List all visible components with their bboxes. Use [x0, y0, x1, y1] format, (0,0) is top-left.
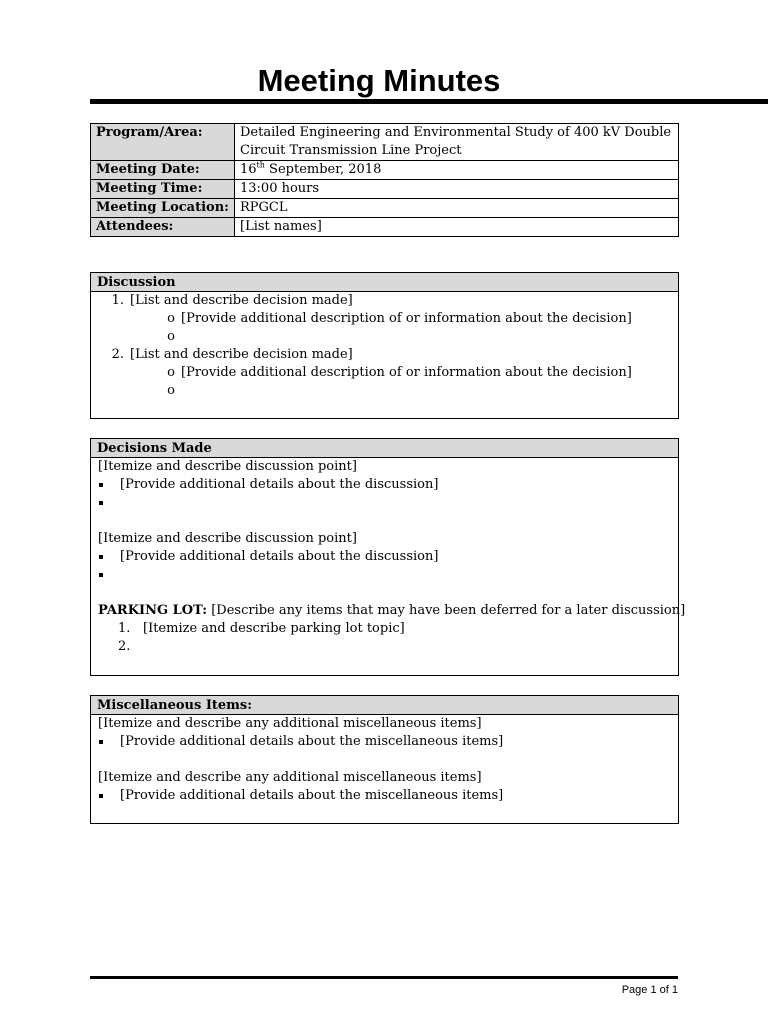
item-number: 1. [111, 293, 124, 308]
date-suffix: th [256, 160, 265, 170]
parking-lot-item [98, 638, 678, 656]
bullet-text: [Provide additional details about the miscellaneous items] [120, 734, 504, 749]
square-bullet-icon [98, 494, 120, 512]
misc-heading: Miscellaneous Items: [91, 696, 678, 715]
sub-list-item [91, 310, 678, 328]
title-rule [90, 99, 768, 104]
circle-bullet-icon: o [167, 329, 175, 344]
bullet-item [98, 787, 678, 805]
page-title: Meeting Minutes [257, 63, 501, 98]
time-label: Meeting Time: [91, 180, 235, 199]
circle-bullet-icon: o [167, 383, 175, 398]
decisions-heading: Decisions Made [91, 439, 678, 458]
sub-item-text: [Provide additional description of or information about the decision] [181, 365, 632, 380]
program-value-line2: Circuit Transmission Line Project [240, 143, 462, 158]
location-row [91, 199, 679, 218]
time-value: 13:00 hours [235, 180, 679, 199]
square-bullet-icon [98, 476, 120, 494]
bullet-text: [Provide additional details about the discussion] [120, 549, 439, 564]
page-number: Page 1 of 1 [621, 984, 678, 996]
attendees-row [91, 218, 679, 237]
program-value-line1: Detailed Engineering and Environmental Study of 400 kV Double [240, 125, 672, 140]
misc-body [91, 715, 678, 805]
parking-lot-text: [Describe any items that may have been deferred for a later discussion] [207, 603, 686, 618]
time-row [91, 180, 679, 199]
bullet-item [98, 733, 678, 751]
square-bullet-icon [98, 733, 120, 751]
spacer [98, 751, 678, 769]
attendees-label: Attendees: [91, 218, 235, 237]
date-value [235, 161, 679, 180]
item-number: 2. [111, 347, 124, 362]
discussion-body [91, 292, 678, 400]
circle-bullet-icon: o [167, 311, 175, 326]
discussion-section [90, 272, 679, 419]
bullet-item [98, 548, 678, 566]
square-bullet-icon [98, 787, 120, 805]
bullet-text: [Provide additional details about the discussion] [120, 477, 439, 492]
item-number: 1. [118, 621, 131, 636]
bullet-item [98, 476, 678, 494]
date-label: Meeting Date: [91, 161, 235, 180]
parking-lot-line [98, 602, 686, 620]
sub-list-item [91, 364, 678, 382]
discussion-point: [Itemize and describe discussion point] [98, 459, 357, 474]
program-value [235, 124, 679, 161]
item-text: [List and describe decision made] [130, 293, 353, 308]
misc-point: [Itemize and describe any additional miscellaneous items] [98, 716, 482, 731]
discussion-point: [Itemize and describe discussion point] [98, 531, 357, 546]
sub-item-text: [Provide additional description of or information about the decision] [181, 311, 632, 326]
footer-rule [90, 976, 678, 979]
parking-lot-label: PARKING LOT: [98, 603, 208, 618]
sub-list-item [91, 382, 678, 400]
date-rest: September, 2018 [264, 162, 382, 177]
date-day: 16 [240, 162, 257, 177]
item-text: [Itemize and describe parking lot topic] [143, 621, 405, 636]
discussion-heading: Discussion [91, 273, 678, 292]
date-row [91, 161, 679, 180]
parking-lot-item [98, 620, 678, 638]
item-text: [List and describe decision made] [130, 347, 353, 362]
list-item [91, 346, 678, 364]
circle-bullet-icon: o [167, 365, 175, 380]
attendees-value: [List names] [235, 218, 679, 237]
sub-list-item [91, 328, 678, 346]
square-bullet-icon [98, 566, 120, 584]
bullet-item [98, 566, 678, 584]
list-item [91, 292, 678, 310]
program-label: Program/Area: [91, 124, 235, 161]
item-number: 2. [118, 639, 131, 654]
location-label: Meeting Location: [91, 199, 235, 218]
bullet-text: [Provide additional details about the miscellaneous items] [120, 788, 504, 803]
square-bullet-icon [98, 548, 120, 566]
misc-point: [Itemize and describe any additional miscellaneous items] [98, 770, 482, 785]
bullet-item [98, 494, 678, 512]
program-row [91, 124, 679, 161]
decisions-body [91, 458, 686, 656]
spacer [98, 512, 678, 530]
location-value: RPGCL [235, 199, 679, 218]
misc-section [90, 695, 679, 824]
decisions-section [90, 438, 686, 676]
meeting-info-table [90, 123, 679, 237]
spacer [98, 584, 678, 602]
